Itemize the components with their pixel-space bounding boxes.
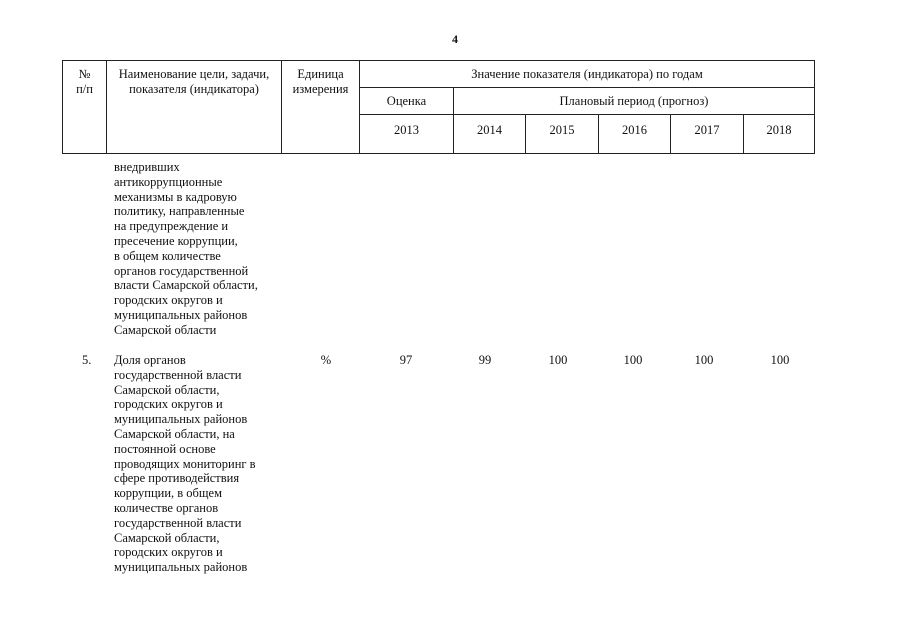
header-year-2013: 2013 [360, 115, 454, 154]
header-year-2018: 2018 [744, 115, 815, 154]
header-values-title: Значение показателя (индикатора) по годам [360, 61, 815, 88]
header-year-2016: 2016 [599, 115, 671, 154]
row-unit: % [320, 353, 332, 367]
header-number: № п/п [63, 61, 107, 154]
continuation-text: внедривших антикоррупционные механизмы в кадровую политику, направленные на предупреждение и пресечение коррупции, в общем количестве органов государственной власти Самарской области, городских округов и муниципальных районов Самарской области [114, 160, 258, 337]
value-2016: 100 [623, 353, 643, 367]
page-number: 4 [452, 32, 458, 46]
value-2017: 100 [694, 353, 714, 367]
header-name: Наименование цели, задачи, показателя (индикатора) [107, 61, 282, 154]
value-2015: 100 [548, 353, 568, 367]
header-year-2017: 2017 [671, 115, 744, 154]
indicator-table-header [62, 60, 815, 154]
value-2013: 97 [399, 353, 413, 367]
value-2018: 100 [770, 353, 790, 367]
header-unit: Единица измерения [282, 61, 360, 154]
value-2014: 99 [478, 353, 492, 367]
row-number: 5. [82, 353, 92, 367]
header-year-2015: 2015 [526, 115, 599, 154]
row-name: Доля органов государственной власти Самарской области, городских округов и муниципальных районов Самарской области, на постоянной основе проводящих мониторинг в сфере противодействия коррупции, в общем количестве органов государственной власти Самарской области, городских округов и муниципальных районов [114, 353, 256, 575]
header-estimate: Оценка [360, 88, 454, 115]
header-planned: Плановый период (прогноз) [454, 88, 815, 115]
header-year-2014: 2014 [454, 115, 526, 154]
